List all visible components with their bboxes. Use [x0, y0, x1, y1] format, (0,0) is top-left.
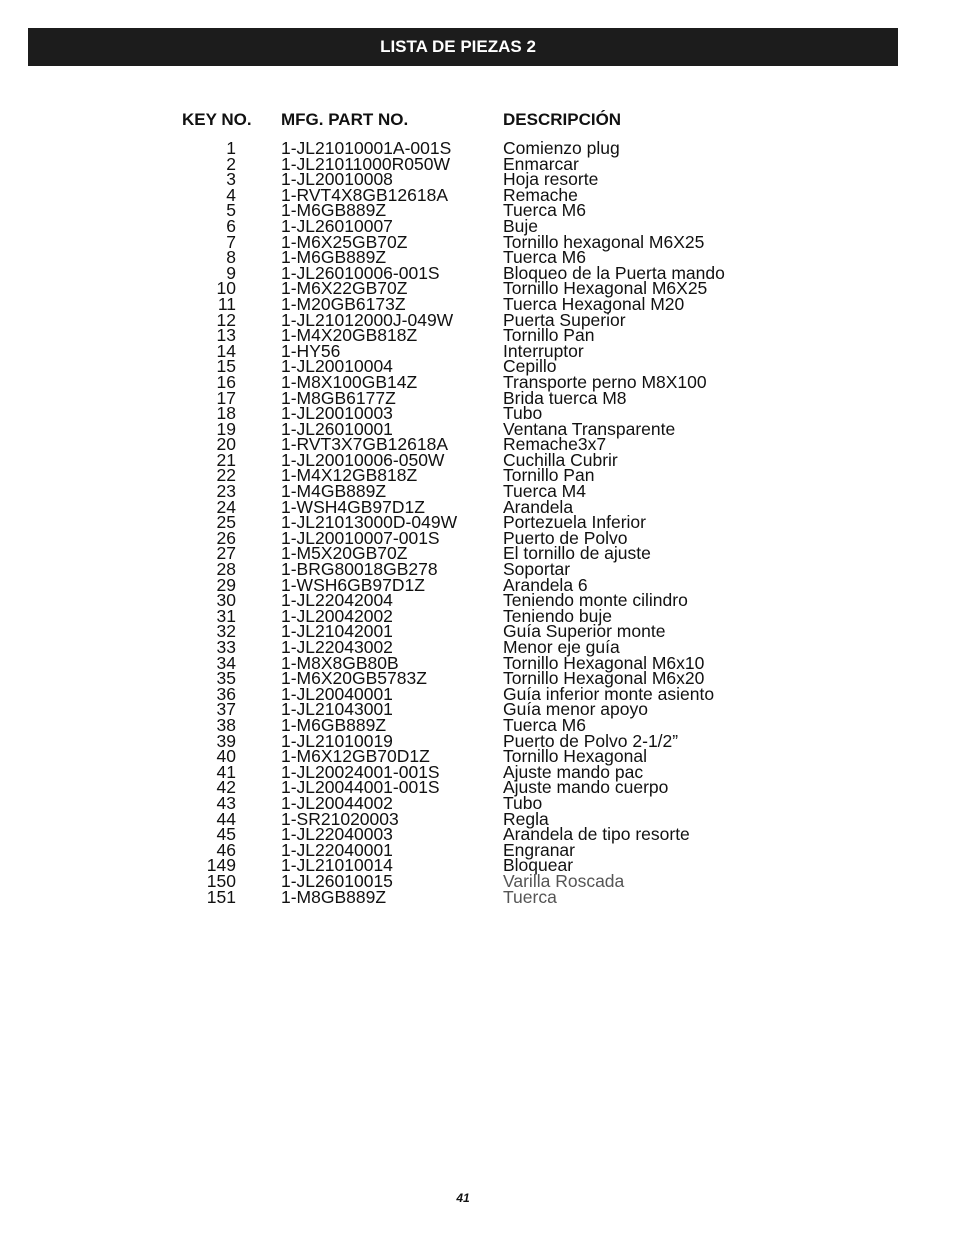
- key-no-cell: 37: [216, 699, 236, 720]
- description-cell: Arandela de tipo resorte: [503, 824, 690, 845]
- part-no-cell: 1-WSH6GB97D1Z: [281, 574, 425, 595]
- table-row: [0, 340, 954, 361]
- table-row: [0, 870, 954, 891]
- description-cell: Cuchilla Cubrir: [503, 449, 618, 470]
- table-row: [0, 652, 954, 673]
- part-no-cell: 1-RVT3X7GB12618A: [281, 434, 449, 455]
- part-no-cell: 1-JL22042004: [281, 590, 393, 611]
- description-cell: Soportar: [503, 559, 571, 580]
- table-row: [0, 418, 954, 439]
- description-cell: Ajuste mando cuerpo: [503, 777, 669, 798]
- part-no-cell: 1-M8GB6177Z: [281, 387, 396, 408]
- description-cell: Tuerca Hexagonal M20: [503, 293, 685, 314]
- key-no-cell: 21: [216, 449, 236, 470]
- key-no-cell: 9: [226, 262, 236, 283]
- key-no-cell: 14: [216, 340, 236, 361]
- part-no-cell: 1-JL20042002: [281, 605, 393, 626]
- part-no-cell: 1-JL20010003: [281, 403, 393, 424]
- part-no-cell: 1-WSH4GB97D1Z: [281, 496, 425, 517]
- part-no-cell: 1-JL21010019: [281, 730, 393, 751]
- key-no-cell: 1: [226, 138, 236, 158]
- description-cell: Arandela 6: [503, 574, 588, 595]
- part-no-cell: 1-JL20044001-001S: [281, 777, 440, 798]
- part-no-cell: 1-JL26010006-001S: [281, 262, 440, 283]
- key-no-cell: 45: [216, 824, 236, 845]
- part-no-cell: 1-JL21012000J-049W: [281, 309, 454, 330]
- part-no-cell: 1-JL20010004: [281, 356, 393, 377]
- column-headers: [0, 110, 954, 134]
- table-row: [0, 746, 954, 767]
- key-no-cell: 5: [226, 200, 236, 221]
- description-cell: Tornillo Hexagonal M6x10: [503, 652, 705, 673]
- description-cell: Cepillo: [503, 356, 557, 377]
- key-no-cell: 31: [216, 605, 236, 626]
- description-cell: Tuerca M6: [503, 200, 586, 221]
- table-row: [0, 527, 954, 548]
- description-cell: Menor eje guía: [503, 637, 620, 657]
- part-no-cell: 1-JL20010006-050W: [281, 449, 445, 470]
- table-row: [0, 481, 954, 502]
- part-no-cell: 1-JL21010001A-001S: [281, 138, 452, 158]
- page-number: 41: [456, 1191, 470, 1205]
- table-row: [0, 639, 954, 655]
- key-no-cell: 41: [216, 761, 236, 782]
- part-no-cell: 1-M4X20GB818Z: [281, 325, 418, 346]
- key-no-cell: 10: [216, 278, 236, 299]
- part-no-cell: 1-M6GB889Z: [281, 714, 387, 735]
- key-no-cell: 40: [216, 746, 236, 767]
- part-no-cell: 1-M6GB889Z: [281, 200, 387, 221]
- key-no-cell: 149: [206, 855, 236, 876]
- description-cell: Engranar: [503, 839, 575, 860]
- description-cell: Bloqueo de la Puerta mando: [503, 262, 725, 283]
- key-no-cell: 4: [226, 184, 236, 205]
- key-no-cell: 3: [226, 169, 236, 190]
- part-no-cell: 1-SR21020003: [281, 808, 399, 829]
- header-key-no: KEY NO.: [182, 110, 252, 129]
- description-cell: Tornillo Hexagonal M6x20: [503, 668, 705, 689]
- table-row: [0, 512, 954, 533]
- description-cell: Tubo: [503, 403, 543, 424]
- table-row: [0, 356, 954, 377]
- key-no-cell: 30: [216, 590, 236, 611]
- part-no-cell: 1-JL21011000R050W: [281, 153, 450, 174]
- table-row: [0, 730, 954, 751]
- table-row: [0, 605, 954, 626]
- description-cell: Ajuste mando pac: [503, 761, 644, 782]
- key-no-cell: 16: [216, 371, 236, 392]
- description-cell: Puerto de Polvo: [503, 527, 628, 548]
- key-no-cell: 19: [216, 418, 236, 439]
- table-row: [0, 184, 954, 205]
- part-no-cell: 1-JL21010014: [281, 855, 393, 876]
- description-cell: Portezuela Inferior: [503, 512, 646, 533]
- key-no-cell: 17: [216, 387, 236, 408]
- table-row: [0, 387, 954, 408]
- key-no-cell: 6: [226, 215, 236, 236]
- key-no-cell: 26: [216, 527, 236, 548]
- key-no-cell: 39: [216, 730, 236, 751]
- table-row: [0, 371, 954, 392]
- part-no-cell: 1-M6X20GB5783Z: [281, 668, 427, 689]
- description-cell: Interruptor: [503, 340, 584, 361]
- key-no-cell: 12: [216, 309, 236, 330]
- key-no-cell: 38: [216, 714, 236, 735]
- table-row: [0, 293, 954, 314]
- key-no-cell: 24: [216, 496, 236, 517]
- part-no-cell: 1-M6GB889Z: [281, 247, 387, 268]
- part-no-cell: 1-JL20044002: [281, 792, 393, 813]
- description-cell: Guía Superior monte: [503, 621, 666, 642]
- table-row: [0, 231, 954, 252]
- description-cell: Puerto de Polvo 2-1/2”: [503, 730, 679, 751]
- description-cell: Tubo: [503, 792, 543, 813]
- part-no-cell: 1-JL20040001: [281, 683, 393, 704]
- description-cell: El tornillo de ajuste: [503, 543, 651, 564]
- description-cell: Tuerca: [503, 886, 557, 907]
- part-no-cell: 1-JL20010008: [281, 169, 393, 190]
- description-cell: Puerta Superior: [503, 309, 626, 330]
- key-no-cell: 42: [216, 777, 236, 798]
- key-no-cell: 27: [216, 543, 236, 564]
- part-no-cell: 1-JL21013000D-049W: [281, 512, 458, 533]
- key-no-cell: 11: [217, 293, 236, 314]
- table-row: [0, 169, 954, 190]
- key-no-cell: 22: [216, 465, 236, 486]
- key-no-cell: 46: [216, 839, 236, 860]
- header-mfg-part-no: MFG. PART NO.: [281, 110, 409, 129]
- part-no-cell: 1-M6X22GB70Z: [281, 278, 408, 299]
- table-row: [0, 262, 954, 283]
- page-title: LISTA DE PIEZAS 2: [380, 37, 536, 56]
- table-row: [0, 559, 954, 580]
- key-no-cell: 13: [216, 325, 236, 346]
- table-row: [0, 465, 954, 486]
- key-no-cell: 33: [216, 637, 236, 657]
- table-row: [0, 309, 954, 330]
- key-no-cell: 35: [216, 668, 236, 689]
- table-row: [0, 714, 954, 735]
- key-no-cell: 23: [216, 481, 236, 502]
- key-no-cell: 8: [226, 247, 236, 268]
- table-row: [0, 496, 954, 517]
- description-cell: Remache: [503, 184, 578, 205]
- description-cell: Tornillo Pan: [503, 325, 595, 346]
- table-row: [0, 824, 954, 845]
- part-no-cell: 1-M8GB889Z: [281, 886, 387, 907]
- key-no-cell: 15: [216, 356, 236, 377]
- key-no-cell: 32: [216, 621, 236, 642]
- key-no-cell: 20: [216, 434, 236, 455]
- parts-list: [0, 138, 954, 907]
- description-cell: Buje: [503, 215, 539, 236]
- key-no-cell: 34: [216, 652, 236, 673]
- key-no-cell: 151: [206, 886, 236, 907]
- key-no-cell: 150: [206, 870, 236, 891]
- part-no-cell: 1-JL22043002: [281, 637, 393, 657]
- description-cell: Ventana Transparente: [503, 418, 676, 439]
- table-row: [0, 140, 954, 156]
- part-no-cell: 1-JL26010001: [281, 418, 393, 439]
- part-no-cell: 1-JL20010007-001S: [281, 527, 440, 548]
- part-no-cell: 1-M6X25GB70Z: [281, 231, 408, 252]
- description-cell: Guía inferior monte asiento: [503, 683, 715, 704]
- description-cell: Hoja resorte: [503, 169, 599, 190]
- part-no-cell: 1-RVT4X8GB12618A: [281, 184, 449, 205]
- table-row: [0, 855, 954, 876]
- table-row: [0, 761, 954, 782]
- description-cell: Tuerca M4: [503, 481, 586, 502]
- part-no-cell: 1-JL26010015: [281, 870, 393, 891]
- part-no-cell: 1-JL26010007: [281, 215, 393, 236]
- description-cell: Tuerca M6: [503, 714, 586, 735]
- table-row: [0, 886, 954, 907]
- table-row: [0, 668, 954, 689]
- part-no-cell: 1-M5X20GB70Z: [281, 543, 408, 564]
- part-no-cell: 1-M8X8GB80B: [281, 652, 399, 673]
- table-row: [0, 449, 954, 470]
- description-cell: Tornillo Hexagonal M6X25: [503, 278, 708, 299]
- description-cell: Guía menor apoyo: [503, 699, 648, 720]
- description-cell: Transporte perno M8X100: [503, 371, 707, 392]
- table-row: [0, 325, 954, 346]
- table-row: [0, 278, 954, 299]
- description-cell: Tornillo Pan: [503, 465, 595, 486]
- key-no-cell: 7: [226, 231, 236, 252]
- key-no-cell: 18: [216, 403, 236, 424]
- table-row: [0, 153, 954, 174]
- table-row: [0, 699, 954, 720]
- key-no-cell: 29: [216, 574, 236, 595]
- key-no-cell: 36: [216, 683, 236, 704]
- description-cell: Tornillo Hexagonal: [503, 746, 647, 767]
- key-no-cell: 28: [216, 559, 236, 580]
- part-no-cell: 1-JL20024001-001S: [281, 761, 440, 782]
- part-no-cell: 1-M4X12GB818Z: [281, 465, 418, 486]
- part-no-cell: 1-JL21043001: [281, 699, 393, 720]
- table-row: [0, 590, 954, 611]
- description-cell: Arandela: [503, 496, 574, 517]
- key-no-cell: 43: [216, 792, 236, 813]
- table-row: [0, 403, 954, 424]
- table-row: [0, 808, 954, 829]
- table-row: [0, 434, 954, 455]
- title-banner: [28, 28, 898, 66]
- description-cell: Tornillo hexagonal M6X25: [503, 231, 705, 252]
- description-cell: Enmarcar: [503, 153, 579, 174]
- table-row: [0, 683, 954, 704]
- description-cell: Tuerca M6: [503, 247, 586, 268]
- table-row: [0, 839, 954, 860]
- description-cell: Bloquear: [503, 855, 574, 876]
- part-no-cell: 1-M20GB6173Z: [281, 293, 406, 314]
- header-description: DESCRIPCIÓN: [503, 110, 622, 129]
- table-row: [0, 574, 954, 595]
- key-no-cell: 44: [216, 808, 236, 829]
- part-no-cell: 1-M6X12GB70D1Z: [281, 746, 430, 767]
- table-row: [0, 543, 954, 564]
- description-cell: Comienzo plug: [503, 138, 620, 158]
- part-no-cell: 1-JL21042001: [281, 621, 393, 642]
- part-no-cell: 1-JL22040001: [281, 839, 393, 860]
- table-row: [0, 621, 954, 642]
- part-no-cell: 1-M8X100GB14Z: [281, 371, 418, 392]
- description-cell: Teniendo monte cilindro: [503, 590, 688, 611]
- part-no-cell: 1-HY56: [281, 340, 341, 361]
- part-no-cell: 1-BRG80018GB278: [281, 559, 438, 580]
- table-row: [0, 215, 954, 236]
- table-row: [0, 792, 954, 813]
- description-cell: Teniendo buje: [503, 605, 612, 626]
- description-cell: Regla: [503, 808, 549, 829]
- key-no-cell: 2: [226, 153, 236, 174]
- part-no-cell: 1-M4GB889Z: [281, 481, 387, 502]
- description-cell: Remache3x7: [503, 434, 607, 455]
- description-cell: Varilla Roscada: [503, 870, 625, 891]
- table-row: [0, 247, 954, 268]
- table-row: [0, 777, 954, 798]
- part-no-cell: 1-JL22040003: [281, 824, 393, 845]
- description-cell: Brida tuerca M8: [503, 387, 627, 408]
- key-no-cell: 25: [216, 512, 236, 533]
- table-row: [0, 200, 954, 221]
